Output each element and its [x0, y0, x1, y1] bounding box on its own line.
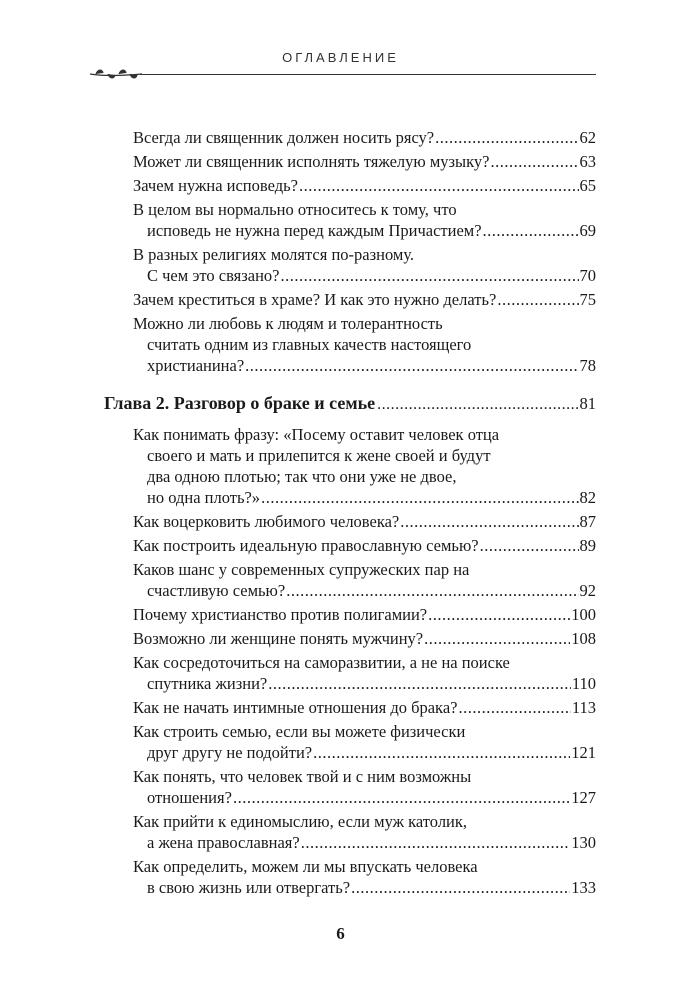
leader-dots [400, 511, 578, 532]
toc-entry-page-number: 70 [579, 266, 596, 285]
toc-entry-line: Как понять, что человек твой и с ним возможны [133, 767, 472, 786]
toc-entry-last-line [133, 673, 596, 694]
toc-entry-title: но одна плоть?» [147, 488, 261, 507]
toc-entry-last-line [133, 511, 596, 532]
toc-entry-last-line [133, 628, 596, 649]
toc-entry-title: спутника жизни? [147, 674, 268, 693]
toc-entry-title: отношения? [147, 788, 232, 807]
toc-entry-title: Зачем креститься в храме? И как это нужно делать? [133, 290, 497, 309]
toc-entry-page-number: 62 [579, 128, 596, 147]
toc-entry-last-line [133, 220, 596, 241]
toc-entry[interactable] [133, 424, 596, 508]
toc-entry-last-line [133, 265, 596, 286]
toc-entry-title: счастливую семью? [147, 581, 286, 600]
toc-entry[interactable] [133, 697, 596, 718]
toc-entry[interactable] [133, 313, 596, 376]
toc-entry-title: Возможно ли женщине понять мужчину? [133, 629, 424, 648]
toc-entry-title: Почему христианство против полигамии? [133, 605, 428, 624]
toc-entry-line: Можно ли любовь к людям и толерантность [133, 314, 443, 333]
toc-entry-title: исповедь не нужна перед каждым Причастием? [147, 221, 482, 240]
toc-entry-page-number: 75 [579, 290, 596, 309]
toc-entry[interactable] [133, 175, 596, 196]
leader-dots [458, 697, 570, 718]
toc-entry-last-line [133, 697, 596, 718]
leader-dots [301, 832, 571, 853]
chapter-heading[interactable] [104, 392, 596, 416]
toc-entry-title: С чем это связано? [147, 266, 280, 285]
page-number: 6 [336, 924, 345, 943]
toc-entry[interactable] [133, 628, 596, 649]
toc-entry-page-number: 89 [579, 536, 596, 555]
toc-entry-last-line [133, 535, 596, 556]
toc-entry[interactable] [133, 559, 596, 601]
toc-entry[interactable] [133, 127, 596, 148]
leader-dots [313, 742, 570, 763]
toc-entry-page-number: 127 [571, 788, 596, 807]
toc-entry-title: друг другу не подойти? [147, 743, 313, 762]
leader-dots [286, 580, 578, 601]
leader-dots [377, 394, 577, 416]
toc-entry-page-number: 113 [571, 698, 596, 717]
toc-entry-line: Как понимать фразу: «Посему оставит человек отца [133, 425, 500, 444]
toc-entry-page-number: 65 [579, 176, 596, 195]
toc-entry[interactable] [133, 289, 596, 310]
leader-dots [497, 289, 578, 310]
chapter-page-number: 81 [579, 394, 596, 413]
leader-dots [233, 787, 570, 808]
toc-entry-title: а жена православная? [147, 833, 300, 852]
toc-entry-last-line [133, 742, 596, 763]
toc-entry-page-number: 63 [579, 152, 596, 171]
toc-entry-page-number: 121 [571, 743, 596, 762]
toc-entry-line: В целом вы нормально относитесь к тому, что [133, 200, 457, 219]
leader-dots [268, 673, 571, 694]
toc-entry-title: Может ли священник исполнять тяжелую музыку? [133, 152, 490, 171]
toc-entry-line: Как сосредоточиться на саморазвитии, а не на поиске [133, 653, 510, 672]
toc-entry[interactable] [133, 244, 596, 286]
toc-entry-line: считать одним из главных качеств настоящего [147, 335, 472, 354]
toc-entry[interactable] [133, 766, 596, 808]
toc-entry-page-number: 100 [571, 605, 596, 624]
toc-entry-page-number: 92 [579, 581, 596, 600]
toc-entry-page-number: 87 [579, 512, 596, 531]
toc-entry-title: Как не начать интимные отношения до брака? [133, 698, 458, 717]
leader-dots [245, 355, 578, 376]
toc-entry-last-line [133, 127, 596, 148]
toc-entry[interactable] [133, 199, 596, 241]
leader-dots [483, 220, 579, 241]
toc-entry-last-line [133, 877, 596, 898]
toc-entry[interactable] [133, 604, 596, 625]
leader-dots [435, 127, 578, 148]
toc-entry-title: Как построить идеальную православную семью? [133, 536, 479, 555]
toc-entry-last-line [133, 487, 596, 508]
toc-entry-line: В разных религиях молятся по-разному. [133, 245, 415, 264]
toc-entry-page-number: 78 [579, 356, 596, 375]
toc-entry-line: Как прийти к единомыслию, если муж католик, [133, 812, 468, 831]
chapter-title: Глава 2. Разговор о браке и семье [104, 393, 376, 413]
toc-entry-last-line [133, 787, 596, 808]
toc-entry-title: Всегда ли священник должен носить рясу? [133, 128, 435, 147]
leader-dots [261, 487, 578, 508]
toc-entry-page-number: 133 [571, 878, 596, 897]
toc-entry[interactable] [133, 511, 596, 532]
leader-dots [490, 151, 578, 172]
toc-entry-line: Каков шанс у современных супружеских пар на [133, 560, 470, 579]
toc-entry-title: Зачем нужна исповедь? [133, 176, 298, 195]
leader-dots [428, 604, 570, 625]
toc-entry-page-number: 110 [571, 674, 596, 693]
leader-dots [351, 877, 570, 898]
toc-entry-last-line [133, 604, 596, 625]
leader-dots [299, 175, 579, 196]
toc-entry-line: Как определить, можем ли мы впускать человека [133, 857, 478, 876]
toc-entry-title: Как воцерковить любимого человека? [133, 512, 400, 531]
toc-entry[interactable] [133, 856, 596, 898]
toc-entry-line: два одною плотью; так что они уже не двое, [147, 467, 457, 486]
toc-entry-title: христианина? [147, 356, 245, 375]
toc-entry[interactable] [133, 811, 596, 853]
toc-entry-line: своего и мать и прилепится к жене своей и будут [147, 446, 491, 465]
toc-entry-last-line [133, 580, 596, 601]
leader-dots [281, 265, 579, 286]
toc-entry-line: Как строить семью, если вы можете физически [133, 722, 466, 741]
toc-entry[interactable] [133, 151, 596, 172]
toc-entry-last-line [133, 355, 596, 376]
toc-entry-title: в свою жизнь или отвергать? [147, 878, 351, 897]
running-head-title: ОГЛАВЛЕНИЕ [282, 50, 399, 65]
toc-entry-page-number: 130 [571, 833, 596, 852]
leader-dots [424, 628, 570, 649]
toc-entry-last-line [133, 289, 596, 310]
toc-entry-last-line [133, 151, 596, 172]
toc-entry-last-line [133, 832, 596, 853]
toc-entry[interactable] [133, 535, 596, 556]
toc-entry-page-number: 82 [579, 488, 596, 507]
toc-entry-last-line [133, 175, 596, 196]
toc-entry-page-number: 108 [571, 629, 596, 648]
toc-entry[interactable] [133, 652, 596, 694]
leader-dots [480, 535, 579, 556]
toc-entry-page-number: 69 [579, 221, 596, 240]
toc-entry[interactable] [133, 721, 596, 763]
